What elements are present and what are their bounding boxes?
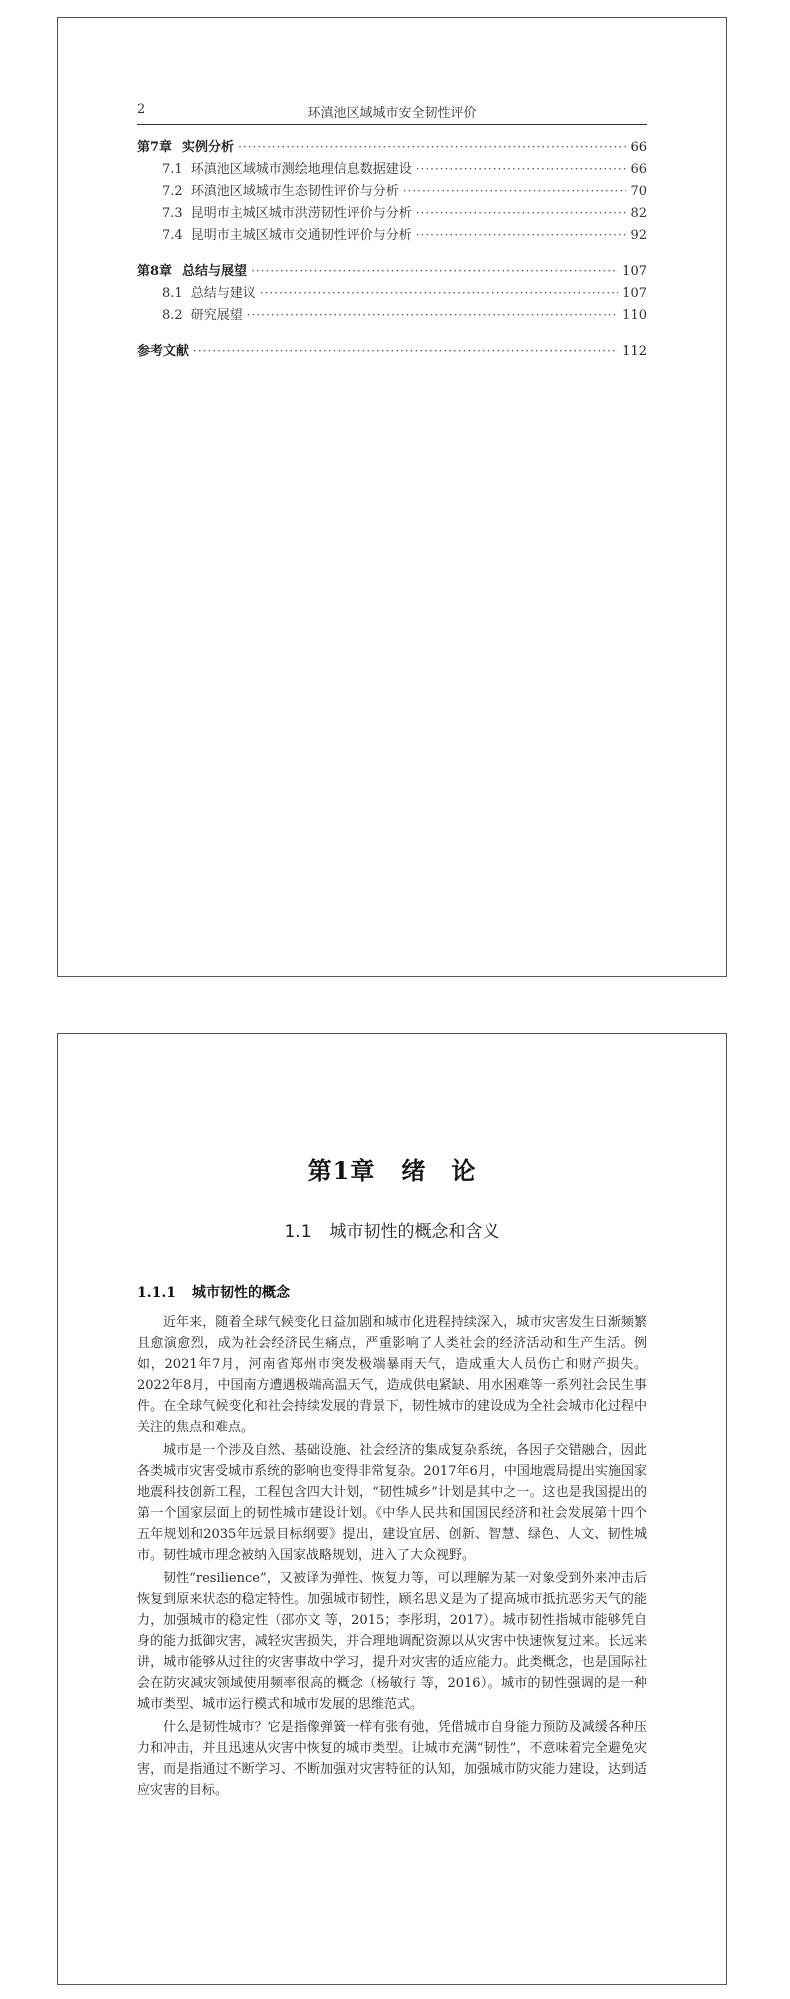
toc-page-number: 82 xyxy=(630,206,647,221)
toc-entry-label xyxy=(137,340,189,359)
toc-entry-title: 实例分析 xyxy=(182,140,235,155)
toc-page-number: 107 xyxy=(622,264,647,279)
toc-entry-title: 研究展望 xyxy=(190,308,243,323)
toc-section-entry xyxy=(137,158,647,180)
toc-page-number: 66 xyxy=(630,140,647,155)
toc-chapter-entry xyxy=(137,340,647,362)
toc-entry-title: 环滇池区域城市生态韧性评价与分析 xyxy=(190,184,399,199)
toc-leader-dots xyxy=(260,286,618,300)
toc-entry-label xyxy=(137,260,247,279)
section-title xyxy=(58,1217,726,1242)
toc-page-number: 70 xyxy=(630,184,647,199)
toc-chapter-entry xyxy=(137,136,647,158)
chapter-number: 第1章 xyxy=(307,1156,376,1185)
toc-leader-dots xyxy=(416,228,627,242)
toc-leader-dots xyxy=(247,308,618,322)
paragraph: 近年来，随着全球气候变化日益加剧和城市化进程持续深入，城市灾害发生日渐频繁且愈演愈烈，成为社会经济民生痛点，严重影响了人类社会的经济活动和生产生活。例如，2021年7月，河南省郑州市突发极端暴雨天气，造成重大人员伤亡和财产损失。2022年8月，中国南方遭遇极端高温天气，造成供电紧缺、用水困难等一系列社会民生事件。在全球气候变化和社会持续发展的背景下，韧性城市的建设成为全社会城市化过程中关注的焦点和难点。 xyxy=(137,1315,647,1435)
section-name: 城市韧性的概念和含义 xyxy=(329,1222,500,1242)
toc-entry-number: 第7章 xyxy=(137,140,173,155)
toc-entry-label xyxy=(162,304,243,323)
chapter-title xyxy=(58,1151,726,1186)
toc-page-number: 66 xyxy=(630,162,647,177)
toc-entry-label xyxy=(137,136,234,155)
toc-entry-number: 7.2 xyxy=(162,184,183,199)
toc-entry-number: 8.1 xyxy=(162,286,183,301)
paragraph: 城市是一个涉及自然、基础设施、社会经济的集成复杂系统，各因子交错融合，因此各类城市灾害受城市系统的影响也变得非常复杂。2017年6月，中国地震局提出实施国家地震科技创新工程，工程包含四大计划，“韧性城乡”计划是其中之一。这也是我国提出的第一个国家层面上的韧性城市建设计划。《中华人民共和国国民经济和社会发展第十四个五年规划和2035年远景目标纲要》提出，建设宜居、创新、智慧、绿色、人文、韧性城市。韧性城市理念被纳入国家战略规划，进入了大众视野。 xyxy=(137,1443,647,1563)
toc-entry-title: 总结与建议 xyxy=(190,286,256,301)
toc-entry-title: 环滇池区域城市测绘地理信息数据建设 xyxy=(190,162,412,177)
subsection-name: 城市韧性的概念 xyxy=(191,1285,290,1301)
section-number: 1.1 xyxy=(284,1222,312,1242)
paragraph: 什么是韧性城市？它是指像弹簧一样有张有弛，凭借城市自身能力预防及减缓各种压力和冲击，并且迅速从灾害中恢复的城市类型。让城市充满“韧性”，不意味着完全避免灾害，而是指通过不断学习、不断加强对灾害特征的认知，加强城市防灾能力建设，达到适应灾害的目标。 xyxy=(137,1720,647,1798)
toc-leader-dots xyxy=(238,140,626,154)
running-header xyxy=(137,98,647,125)
toc-entry-label xyxy=(162,202,412,221)
toc-entry-number: 8.2 xyxy=(162,308,183,323)
toc-gap xyxy=(137,246,647,260)
running-title: 环滇池区域城市安全韧性评价 xyxy=(307,106,477,121)
toc-entry-title: 昆明市主城区城市交通韧性评价与分析 xyxy=(190,228,412,243)
toc-section-entry xyxy=(137,304,647,326)
toc-entry-title: 总结与展望 xyxy=(182,264,248,279)
toc-leader-dots xyxy=(403,184,627,198)
toc-section-entry xyxy=(137,282,647,304)
book-page-chapter-1 xyxy=(57,1033,727,1985)
toc-leader-dots xyxy=(251,264,618,278)
toc-section-entry xyxy=(137,180,647,202)
toc-entry-number: 7.4 xyxy=(162,228,183,243)
toc-section-entry xyxy=(137,202,647,224)
toc-entry-label xyxy=(162,282,256,301)
toc-entry-label xyxy=(162,158,412,177)
toc-entry-number: 第8章 xyxy=(137,264,173,279)
toc-entry-number: 7.3 xyxy=(162,206,183,221)
toc-chapter-entry xyxy=(137,260,647,282)
toc-gap xyxy=(137,326,647,340)
body-text xyxy=(137,1312,647,1803)
subsection-title xyxy=(137,1282,290,1302)
toc-page-number: 107 xyxy=(622,286,647,301)
toc-entry-title: 昆明市主城区城市洪涝韧性评价与分析 xyxy=(190,206,412,221)
toc-page-number: 110 xyxy=(622,308,647,323)
table-of-contents xyxy=(137,136,647,362)
book-page-toc xyxy=(57,17,727,977)
subsection-number: 1.1.1 xyxy=(137,1285,176,1301)
toc-entry-label xyxy=(162,180,399,199)
toc-page-number: 112 xyxy=(622,344,647,359)
toc-leader-dots xyxy=(416,162,627,176)
toc-leader-dots xyxy=(193,344,618,358)
toc-entry-label xyxy=(162,224,412,243)
chapter-name: 绪 论 xyxy=(401,1156,477,1185)
page-number: 2 xyxy=(137,102,146,117)
toc-entry-number: 7.1 xyxy=(162,162,183,177)
toc-page-number: 92 xyxy=(630,228,647,243)
paragraph: 韧性“resilience”，又被译为弹性、恢复力等，可以理解为某一对象受到外来冲击后恢复到原来状态的稳定特性。加强城市韧性，顾名思义是为了提高城市抵抗恶劣天气的能力，加强城市的稳定性（邵亦文 等，2015；李彤玥，2017）。城市韧性指城市能够凭自身的能力抵御灾害，减轻灾害损失，并合理地调配资源以从灾害中快速恢复过来。长远来讲，城市能够从过往的灾害事故中学习，提升对灾害的适应能力。此类概念，也是国际社会在防灾减灾领域使用频率很高的概念（杨敏行 等，2016）。城市的韧性强调的是一种城市类型、城市运行模式和城市发展的思维范式。 xyxy=(137,1571,647,1712)
toc-section-entry xyxy=(137,224,647,246)
toc-leader-dots xyxy=(416,206,627,220)
toc-entry-title: 参考文献 xyxy=(137,344,190,359)
